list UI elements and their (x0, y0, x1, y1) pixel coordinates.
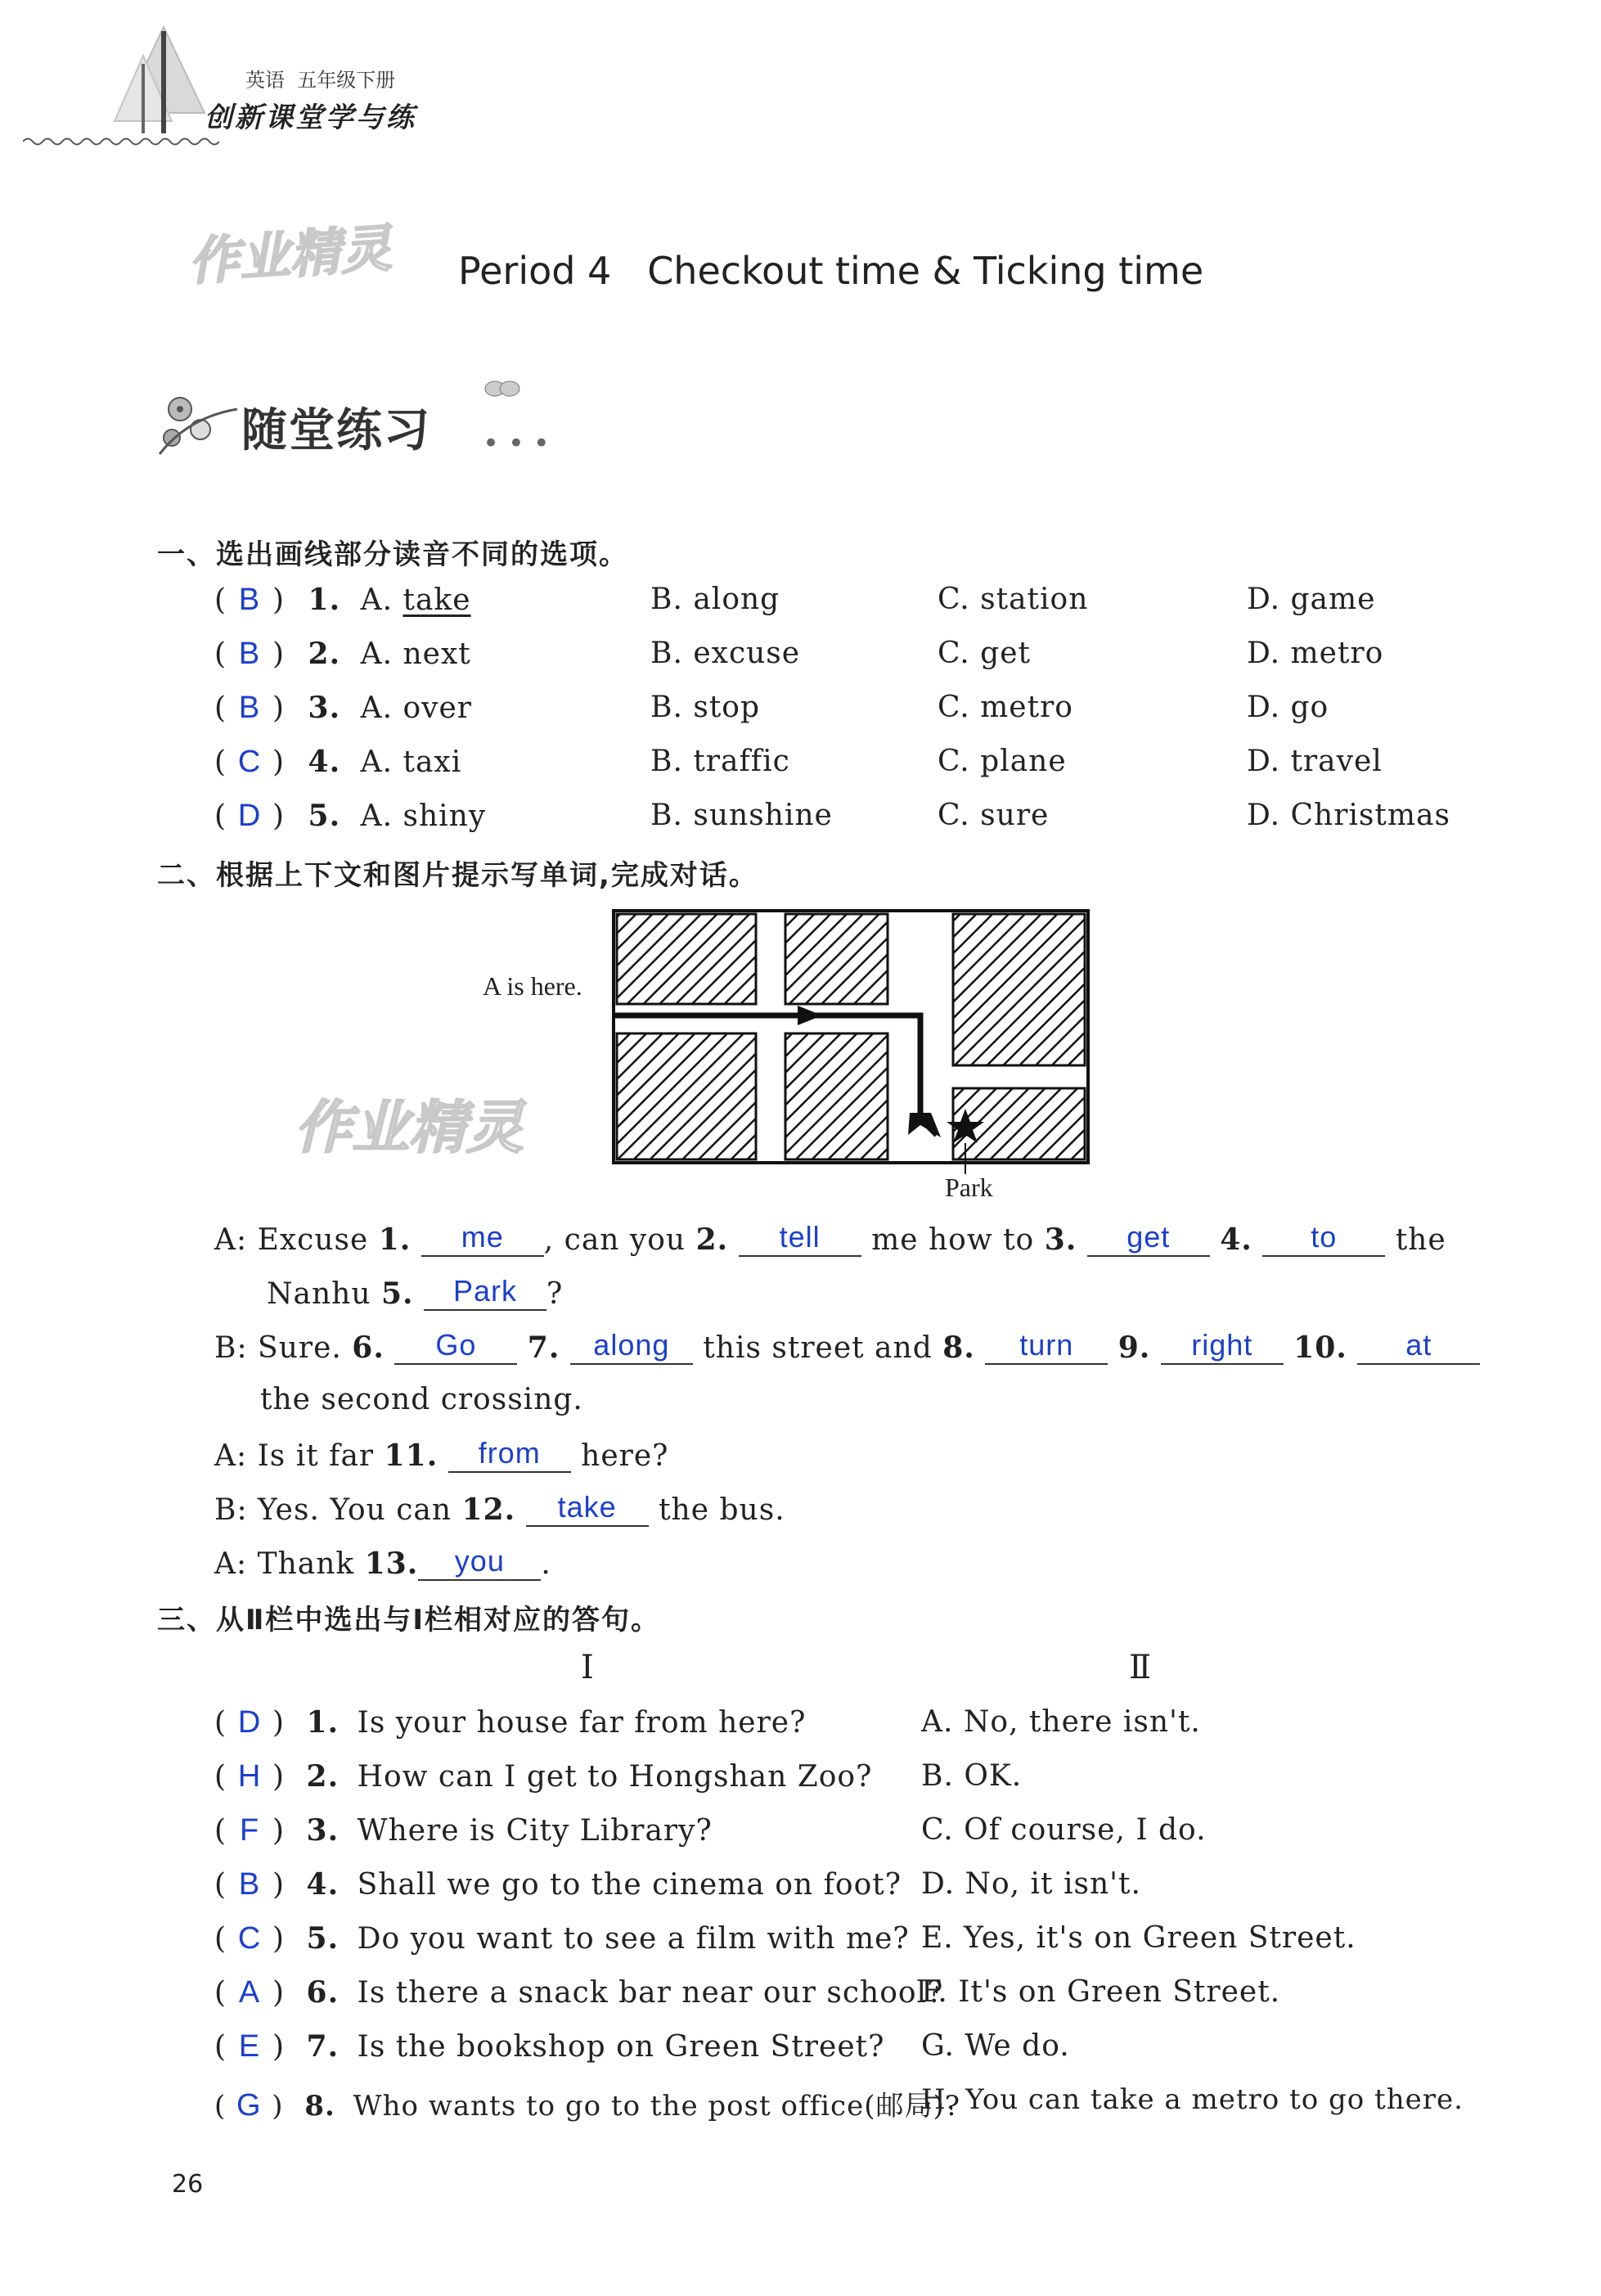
list-item: ( H ) 2. How can I get to Hongshan Zoo? (214, 1759, 873, 1794)
butterfly-icon (479, 376, 528, 409)
option-b: B. along (650, 583, 780, 616)
option-d: D. go (1247, 691, 1329, 724)
option-b: B. sunshine (650, 799, 833, 832)
option-d: D. metro (1247, 637, 1384, 670)
list-item: ( A ) 6. Is there a snack bar near our school? (214, 1975, 944, 2010)
option-a: over (402, 691, 473, 725)
dialog-line: Nanhu 5. Park ? (267, 1274, 564, 1311)
response-item: E. Yes, it's on Green Street. (921, 1921, 1356, 1955)
answer-field[interactable]: D (237, 799, 262, 833)
list-item: ( D ) 1. Is your house far from here? (214, 1705, 807, 1740)
page-number: 26 (172, 2170, 204, 2199)
dialog-line: B: Yes. You can 12. take the bus. (214, 1490, 785, 1527)
option-c: C. plane (938, 745, 1067, 778)
blank-11[interactable]: from (448, 1435, 571, 1473)
item-number: 4. (308, 745, 341, 779)
dialog-line: B: Sure. 6. Go 7. along this street and 8. turn 9. right 10. at (214, 1327, 1480, 1365)
blank-4[interactable]: to (1262, 1219, 1385, 1257)
option-c: C. sure (938, 799, 1050, 832)
map-diagram (483, 904, 1104, 1199)
section2-instruction: 二、根据上下文和图片提示写单词,完成对话。 (157, 859, 758, 892)
item-number: 5. (308, 799, 341, 833)
option-c: C. station (938, 583, 1089, 616)
answer-field[interactable]: A (238, 1975, 261, 2010)
list-item: ( B ) 3. A. over (214, 691, 473, 725)
option-a: next (402, 637, 471, 671)
blank-7[interactable]: along (570, 1327, 693, 1365)
answer-field[interactable]: C (237, 1921, 262, 1956)
answer-field[interactable]: G (236, 2088, 262, 2123)
dots: • • • (483, 427, 550, 460)
item-number: 3. (308, 691, 341, 725)
option-a: shiny (402, 799, 487, 833)
response-item: H. You can take a metro to go there. (921, 2083, 1464, 2116)
answer-field[interactable]: B (238, 691, 261, 725)
list-item: ( C ) 4. A. taxi (214, 745, 462, 779)
answer-field[interactable]: F (239, 1813, 260, 1848)
header-subject: 英语 五年级下册 (245, 69, 396, 92)
answer-field[interactable]: B (238, 583, 261, 617)
watermark: 作业精灵 (295, 1094, 524, 1161)
wave-divider (23, 136, 219, 147)
column-header-1: Ⅰ (581, 1649, 594, 1686)
response-item: G. We do. (921, 2029, 1070, 2063)
response-item: A. No, there isn't. (921, 1705, 1201, 1739)
practice-banner (155, 376, 564, 466)
blank-9[interactable]: right (1161, 1327, 1284, 1365)
item-number: 1. (308, 583, 341, 617)
blank-13[interactable]: you (418, 1543, 541, 1581)
answer-field[interactable]: D (237, 1705, 262, 1740)
answer-field[interactable]: B (238, 637, 261, 671)
tree-logo-icon (106, 23, 221, 137)
option-c: C. get (938, 637, 1031, 670)
response-item: D. No, it isn't. (921, 1867, 1141, 1901)
response-item: F. It's on Green Street. (921, 1975, 1281, 2009)
answer-field[interactable]: B (238, 1867, 261, 1902)
map-park-label: Park (945, 1173, 993, 1202)
option-a: taxi (402, 745, 462, 779)
option-d: D. game (1247, 583, 1376, 616)
item-number: 2. (308, 637, 341, 671)
section3-instruction: 三、从Ⅱ栏中选出与Ⅰ栏相对应的答句。 (157, 1604, 661, 1636)
street-map (483, 904, 1104, 1202)
list-item: ( B ) 2. A. next (214, 637, 471, 671)
option-d: D. travel (1247, 745, 1383, 778)
header (16, 16, 474, 147)
dialog-line: the second crossing. (260, 1383, 583, 1416)
option-a: take (402, 583, 471, 617)
blank-2[interactable]: tell (739, 1219, 861, 1257)
watermark: 作业精灵 (187, 218, 394, 292)
list-item: ( F ) 3. Where is City Library? (214, 1813, 713, 1848)
answer-field[interactable]: C (237, 745, 262, 779)
blank-10[interactable]: at (1357, 1327, 1480, 1365)
header-brand: 创新课堂学与练 (205, 101, 416, 134)
blank-1[interactable]: me (421, 1219, 544, 1257)
option-d: D. Christmas (1247, 799, 1450, 832)
response-item: B. OK. (921, 1759, 1023, 1793)
blank-8[interactable]: turn (985, 1327, 1108, 1365)
list-item: ( C ) 5. Do you want to see a film with me? (214, 1921, 910, 1956)
option-b: B. excuse (650, 637, 801, 670)
dialog-line: A: Is it far 11. from here? (214, 1436, 669, 1473)
dialog-line: A: Thank 13. you . (214, 1544, 551, 1581)
option-b: B. traffic (650, 745, 790, 778)
map-start-label: A is here. (483, 971, 582, 1001)
blank-12[interactable]: take (526, 1489, 649, 1527)
answer-field[interactable]: E (238, 2029, 261, 2064)
list-item: ( E ) 7. Is the bookshop on Green Street? (214, 2029, 885, 2064)
dialog-line: A: Excuse 1. me , can you 2. tell me how to 3. get 4. to the (214, 1220, 1446, 1257)
response-item: C. Of course, I do. (921, 1813, 1207, 1847)
list-item: ( B ) 1. A. take (214, 583, 471, 617)
list-item: ( D ) 5. A. shiny (214, 799, 487, 833)
column-header-2: Ⅱ (1129, 1649, 1152, 1686)
blank-6[interactable]: Go (394, 1327, 517, 1365)
section1-instruction: 一、选出画线部分读音不同的选项。 (157, 538, 628, 571)
flower-icon (155, 385, 245, 458)
option-c: C. metro (938, 691, 1073, 724)
answer-field[interactable]: H (237, 1759, 262, 1794)
page-title: Period 4 Checkout time & Ticking time (458, 249, 1204, 293)
blank-3[interactable]: get (1087, 1219, 1210, 1257)
list-item: ( B ) 4. Shall we go to the cinema on foot? (214, 1867, 902, 1902)
list-item: ( G ) 8. Who wants to go to the post office(邮局)? (214, 2088, 960, 2123)
blank-5[interactable]: Park (424, 1273, 546, 1311)
banner-text: 随堂练习 (241, 403, 431, 457)
option-b: B. stop (650, 691, 761, 724)
